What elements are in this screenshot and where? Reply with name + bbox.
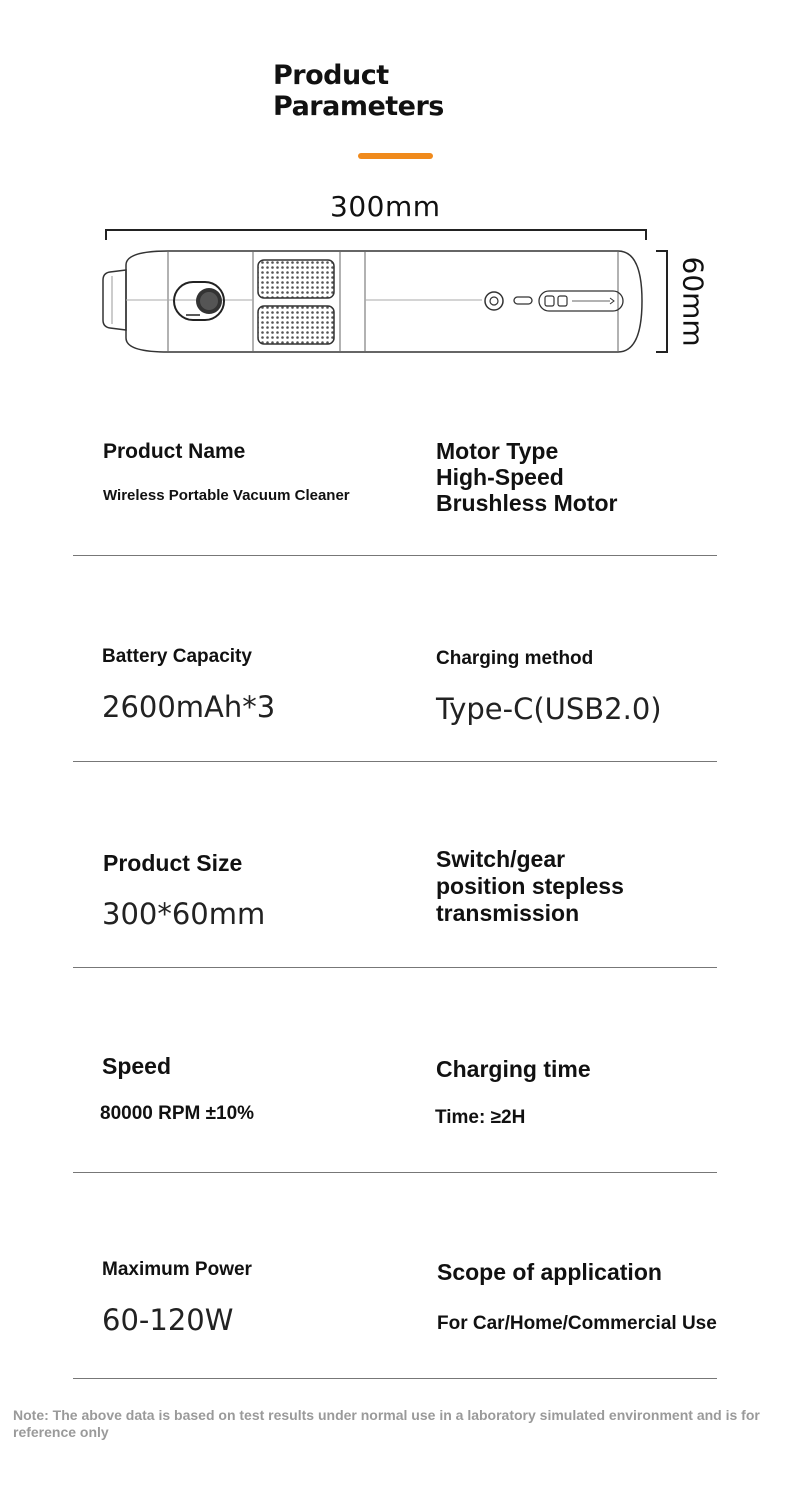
charging-time-label: Charging time bbox=[436, 1056, 591, 1082]
maximum-power-value: 60-120W bbox=[102, 1303, 234, 1337]
height-dimension-label: 60mm bbox=[676, 256, 710, 347]
speed-label: Speed bbox=[102, 1053, 172, 1079]
page-title bbox=[273, 60, 444, 122]
switch-gear-line-1: Switch/gear bbox=[436, 846, 566, 872]
row-divider bbox=[73, 555, 717, 556]
row-divider bbox=[73, 1378, 717, 1379]
maximum-power-label: Maximum Power bbox=[102, 1259, 252, 1280]
charging-method-label: Charging method bbox=[436, 648, 594, 669]
product-name-value: Wireless Portable Vacuum Cleaner bbox=[103, 487, 350, 504]
product-name-label: Product Name bbox=[103, 440, 246, 463]
motor-type-block bbox=[436, 438, 617, 516]
footnote: Note: The above data is based on test results under normal use in a laboratory simulated environment and is for reference only bbox=[13, 1407, 760, 1440]
row-divider bbox=[73, 761, 717, 762]
product-size-label: Product Size bbox=[103, 850, 243, 876]
charging-method-value: Type-C(USB2.0) bbox=[436, 692, 662, 726]
motor-type-line-1: Motor Type bbox=[436, 438, 559, 464]
speed-value: 80000 RPM ±10% bbox=[100, 1103, 255, 1124]
switch-gear-line-2: position stepless bbox=[436, 873, 624, 899]
battery-capacity-value: 2600mAh*3 bbox=[102, 690, 276, 724]
motor-type-line-3: Brushless Motor bbox=[436, 490, 618, 516]
length-dimension-label: 300mm bbox=[330, 190, 441, 223]
motor-type-line-2: High-Speed bbox=[436, 464, 564, 490]
title-accent-bar bbox=[358, 153, 433, 159]
title-line-2: Parameters bbox=[273, 91, 444, 122]
vacuum-cleaner-illustration bbox=[0, 220, 790, 370]
scope-of-application-value: For Car/Home/Commercial Use bbox=[437, 1313, 717, 1334]
scope-of-application-label: Scope of application bbox=[437, 1259, 662, 1285]
battery-capacity-label: Battery Capacity bbox=[102, 646, 252, 667]
charging-time-value: Time: ≥2H bbox=[435, 1107, 526, 1128]
title-line-1: Product bbox=[273, 60, 389, 91]
switch-gear-block bbox=[436, 846, 624, 927]
switch-gear-line-3: transmission bbox=[436, 900, 580, 926]
row-divider bbox=[73, 1172, 717, 1173]
row-divider bbox=[73, 967, 717, 968]
product-size-value: 300*60mm bbox=[102, 897, 266, 931]
